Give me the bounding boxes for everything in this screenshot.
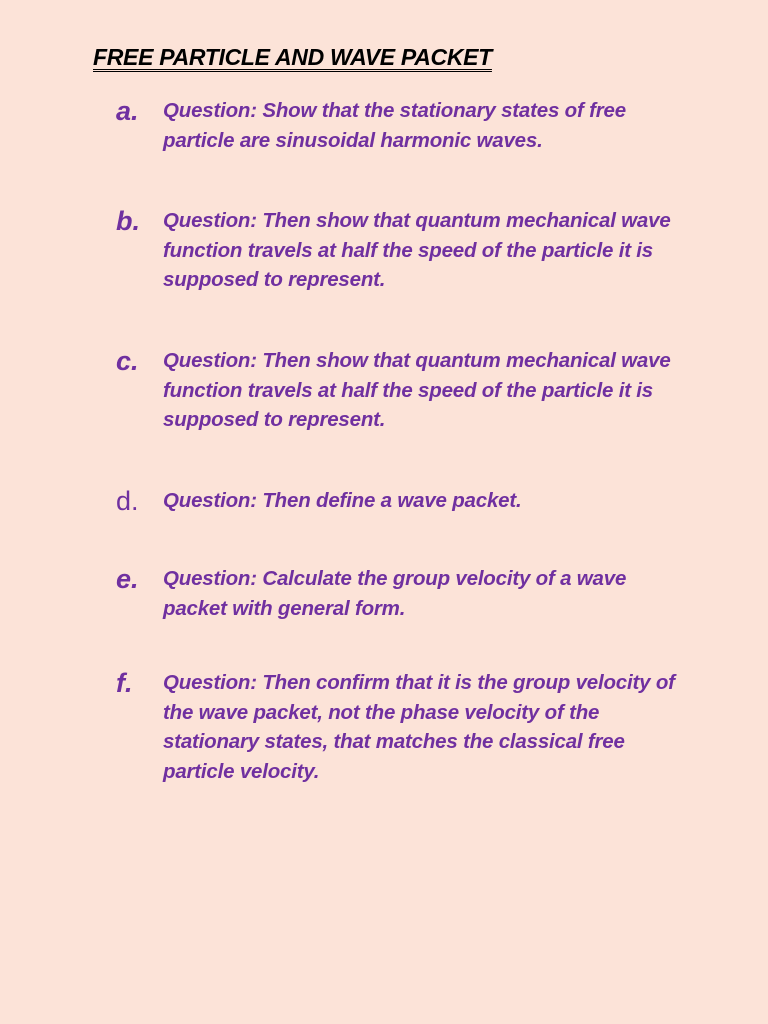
question-text: Question: Calculate the group velocity of a wave packet with general form. <box>163 567 627 620</box>
question-text: Question: Then define a wave packet. <box>163 489 522 512</box>
question-text: Question: Then show that quantum mechanical wave function travels at half the speed of the particle it is supposed to represent. <box>163 349 671 432</box>
list-marker: f. <box>116 668 133 698</box>
list-marker: d. <box>116 486 139 516</box>
list-marker: c. <box>116 346 139 376</box>
list-marker: a. <box>116 96 139 126</box>
list-marker: e. <box>116 564 139 594</box>
question-text: Question: Show that the stationary states of free particle are sinusoidal harmonic waves. <box>163 99 626 152</box>
question-text: Question: Then show that quantum mechanical wave function travels at half the speed of the particle it is supposed to represent. <box>163 209 671 292</box>
list-marker: b. <box>116 206 140 236</box>
page-title: FREE PARTICLE AND WAVE PACKET <box>93 44 492 70</box>
question-text: Question: Then confirm that it is the group velocity of the wave packet, not the phase velocity of the stationary states, that matches the classical free particle velocity. <box>163 671 675 784</box>
